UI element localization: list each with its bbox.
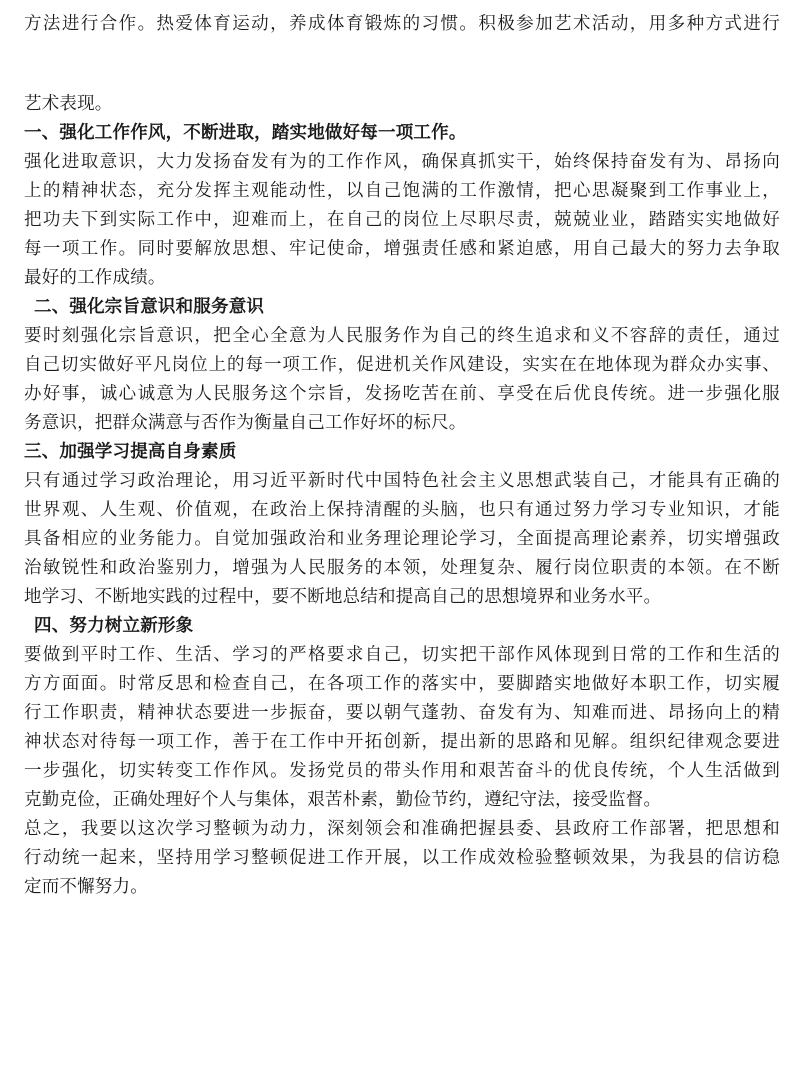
text-line: 务意识，把群众满意与否作为衡量自己工作好坏的标尺。 bbox=[24, 413, 467, 433]
section-heading-3: 三、加强学习提高自身素质 bbox=[24, 442, 237, 462]
text-line: 办好事，诚心诚意为人民服务这个宗旨，发扬吃苦在前、享受在后优良传统。进一步强化服 bbox=[24, 384, 780, 404]
section-heading-4: 四、努力树立新形象 bbox=[34, 616, 194, 636]
text-line: 行动统一起来，坚持用学习整顿促进工作开展，以工作成效检验整顿效果，为我县的信访稳 bbox=[24, 848, 780, 868]
text-line: 只有通过学习政治理论，用习近平新时代中国特色社会主义思想武装自己，才能具有正确的 bbox=[24, 471, 780, 491]
text-line: 方法进行合作。热爱体育运动，养成体育锻炼的习惯。积极参加艺术活动，用多种方式进行 bbox=[24, 14, 780, 34]
text-line: 行工作职责，精神状态要进一步振奋，要以朝气蓬勃、奋发有为、知难而进、昂扬向上的精 bbox=[24, 703, 780, 723]
text-line: 把功夫下到实际工作中，迎难而上，在自己的岗位上尽职尽责，兢兢业业，踏踏实实地做好 bbox=[24, 210, 780, 230]
text-line: 地学习、不断地实践的过程中，要不断地总结和提高自己的思想境界和业务水平。 bbox=[24, 587, 662, 607]
text-line: 定而不懈努力。 bbox=[24, 877, 148, 897]
text-line: 强化进取意识，大力发扬奋发有为的工作作风，确保真抓实干，始终保持奋发有为、昂扬向 bbox=[24, 152, 780, 172]
text-line: 艺术表现。 bbox=[24, 94, 113, 114]
text-line: 一步强化，切实转变工作作风。发扬党员的带头作用和艰苦奋斗的优良传统，个人生活做到 bbox=[24, 761, 780, 781]
text-line: 每一项工作。同时要解放思想、牢记使命，增强责任感和紧迫感，用自己最大的努力去争取 bbox=[24, 239, 780, 259]
section-heading-2: 二、强化宗旨意识和服务意识 bbox=[34, 297, 265, 317]
text-line: 最好的工作成绩。 bbox=[24, 268, 166, 288]
text-line: 自己切实做好平凡岗位上的每一项工作，促进机关作风建设，实实在在地体现为群众办实事、 bbox=[24, 355, 780, 375]
text-line: 神状态对待每一项工作，善于在工作中开拓创新，提出新的思路和见解。组织纪律观念要进 bbox=[24, 732, 780, 752]
text-line: 要做到平时工作、生活、学习的严格要求自己，切实把干部作风体现到日常的工作和生活的 bbox=[24, 645, 780, 665]
text-line: 治敏锐性和政治鉴别力，增强为人民服务的本领，处理复杂、履行岗位职责的本领。在不断 bbox=[24, 558, 780, 578]
section-heading-1: 一、强化工作作风，不断进取，踏实地做好每一项工作。 bbox=[24, 123, 467, 143]
text-line: 克勤克俭，正确处理好个人与集体，艰苦朴素，勤俭节约，遵纪守法，接受监督。 bbox=[24, 790, 662, 810]
text-line: 具备相应的业务能力。自觉加强政治和业务理论理论学习，全面提高理论素养，切实增强政 bbox=[24, 529, 780, 549]
text-line: 上的精神状态，充分发挥主观能动性，以自己饱满的工作激情，把心思凝聚到工作事业上， bbox=[24, 181, 780, 201]
text-line: 方方面面。时常反思和检查自己，在各项工作的落实中，要脚踏实地做好本职工作，切实履 bbox=[24, 674, 780, 694]
text-line: 要时刻强化宗旨意识，把全心全意为人民服务作为自己的终生追求和义不容辞的责任，通过 bbox=[24, 326, 780, 346]
text-line: 总之，我要以这次学习整顿为动力，深刻领会和准确把握县委、县政府工作部署，把思想和 bbox=[24, 819, 780, 839]
text-line: 世界观、人生观、价值观，在政治上保持清醒的头脑，也只有通过努力学习专业知识，才能 bbox=[24, 500, 780, 520]
